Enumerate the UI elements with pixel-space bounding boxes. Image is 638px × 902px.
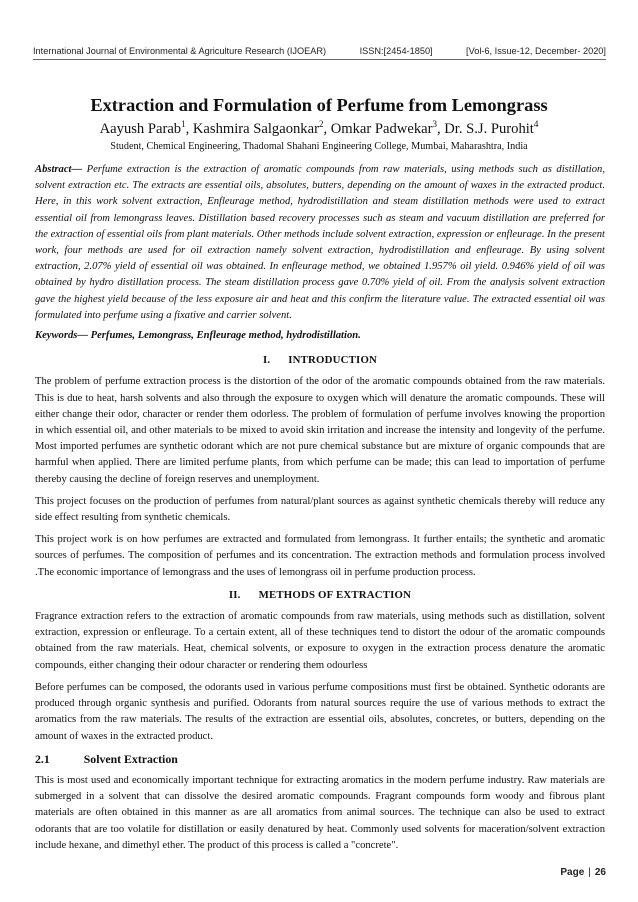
paragraph: This project focuses on the production of perfumes from natural/plant sources as against synthetic chemicals thereby will reduce any side effect resulting from synthetic chemicals. [35, 495, 605, 524]
author-name: Omkar Padwekar [330, 120, 433, 137]
affiliation: Student, Chemical Engineering, Thadomal Shahani Engineering College, Mumbai, Maharashtra, India [110, 141, 528, 152]
author-sup: 3 [432, 119, 437, 129]
paper-title: Extraction and Formulation of Perfume from Lemongrass [90, 95, 548, 115]
volume-issue: [Vol-6, Issue-12, December- 2020] [466, 46, 606, 56]
section-title: METHODS OF EXTRACTION [258, 588, 412, 601]
author-name: Aayush Parab [99, 120, 182, 137]
section-number: I. [262, 354, 271, 367]
author-sup: 2 [318, 119, 324, 129]
page-number: 26 [594, 867, 606, 878]
paragraph: This project work is on how perfumes are extracted and formulated from lemongrass. It further entails; the synthetic and aromatic sources of perfumes. The composition of perfumes and its concentration. The extraction methods and formulation process involved .The economic importance of lemongrass and the uses of lemongrass oil in perfume production process. [35, 534, 605, 578]
paragraph: The problem of perfume extraction process is the distortion of the odor of the aromatic compounds obtained from the raw materials. This is due to heat, harsh solvents and also through the exposure to oxygen which will denature the aromatic compounds. These will either change their odor, character or render them odorless. The problem of formulation of perfume involves knowing the proportion in which essential oil, and other materials to be mixed to avoid skin irritation and increase the intensity and longevity of the perfume. Most imported perfumes are synthetic odorant which are not pure chemical substance but are mixture of organic compounds that are harmful when applied. There are limited perfume plants, from which perfume can be made; this can lead to importation of perfume thereby causing the decline of foreign reserves and unemployment. [35, 376, 605, 485]
paragraph: This is most used and economically important technique for extracting aromatics in the modern perfume industry. Raw materials are submerged in a solvent that can dissolve the desired aromatic compounds. Fragrant compounds form woody and fibrous plant materials are often obtained in this manner as are all aromatics from animal sources. The technique can also be used to extract odorants that are too volatile for distillation or easily denatured by heat. Commonly used solvents for maceration/solvent extraction include hexane, and dimethyl ether. The product of this process is called a "concrete". [35, 774, 605, 851]
subsection-number: 2.1 [35, 751, 50, 766]
paper-body [35, 162, 605, 860]
subsection-title: Solvent Extraction [83, 751, 178, 766]
keywords: Keywords— Perfumes, Lemongrass, Enfleurage method, hydrodistillation. [35, 330, 361, 342]
author-list: Aayush Parab$^1$, Kashmira Salgaonkar$^2$, Omkar Padwekar$^3$, Dr. S.J. Purohit$^4$ [99, 119, 539, 137]
abstract-label: Abstract— [35, 164, 83, 175]
running-header [33, 40, 606, 60]
author-sup: 1 [181, 119, 186, 129]
author-sup: 4 [533, 119, 539, 129]
paragraph: Fragrance extraction refers to the extraction of aromatic compounds from raw materials, using methods such as distillation, solvent extraction, expression or enfleurage. To a certain extent, all of these techniques tend to distort the odour of the aromatic compounds obtained from the raw materials. Heat, chemical solvents, or exposure to oxygen in the extraction process denature the aromatic compounds, either changing their odour character or rendering them odourless [35, 611, 605, 671]
page-label: Page [560, 867, 585, 878]
page-separator: | [588, 867, 591, 878]
section-heading-introduction [35, 352, 605, 368]
author-name: Kashmira Salgaonkar [192, 120, 319, 137]
section-heading-methods [35, 587, 605, 603]
paragraph: Before perfumes can be composed, the odorants used in various perfume compositions must first be obtained. Synthetic odorants are produced through organic synthesis and purified. Odorants from natural sources require the use of various methods to extract the aromatics from the raw materials. The results of the extraction are essential oils, absolutes, concretes, or butters, depending on the amount of waxes in the extracted product. [35, 681, 605, 742]
section-title: INTRODUCTION [288, 354, 378, 367]
subsection-heading-solvent-extraction [35, 751, 605, 767]
issn: ISSN:[2454-1850] [359, 46, 433, 56]
journal-name: International Journal of Environmental & Agriculture Research (IJOEAR) [33, 46, 327, 56]
page-footer [560, 867, 606, 878]
section-number: II. [228, 588, 241, 601]
abstract-text: Perfume extraction is the extraction of aromatic compounds from raw materials, using methods such as distillation, solvent extraction etc. The extracts are essential oils, absolutes, butters, depending on the amount of waxes in the extracted product. Here, in this work solvent extraction, Enfleurage method, hydrodistillation and steam distillation methods were used to extract essential oil from lemongrass leaves. Distillation based recovery processes such as steam and vacuum distillation are preferred for the extraction of essential oils from plant materials. Other methods include solvent extraction, expression or enfleurage. In the present work, four methods are used for oil extraction namely solvent extraction, hydrodistillation and enfleurage. By using solvent extraction, 2.07% yield of essential oil was obtained. In enfleurage method, we obtained 1.957% oil yield. 0.946% yield of oil was obtained by hydro distillation process. The steam distillation process gave 0.70% yield of oil. From the analysis solvent extraction gave the highest yield because of the less exposure air and heat and this confirm the literature value. The extracted essential oil was formulated into perfume using a fixative and carrier solvent. [35, 164, 605, 321]
abstract [35, 162, 605, 324]
author-name: Dr. S.J. Purohit [444, 120, 534, 137]
